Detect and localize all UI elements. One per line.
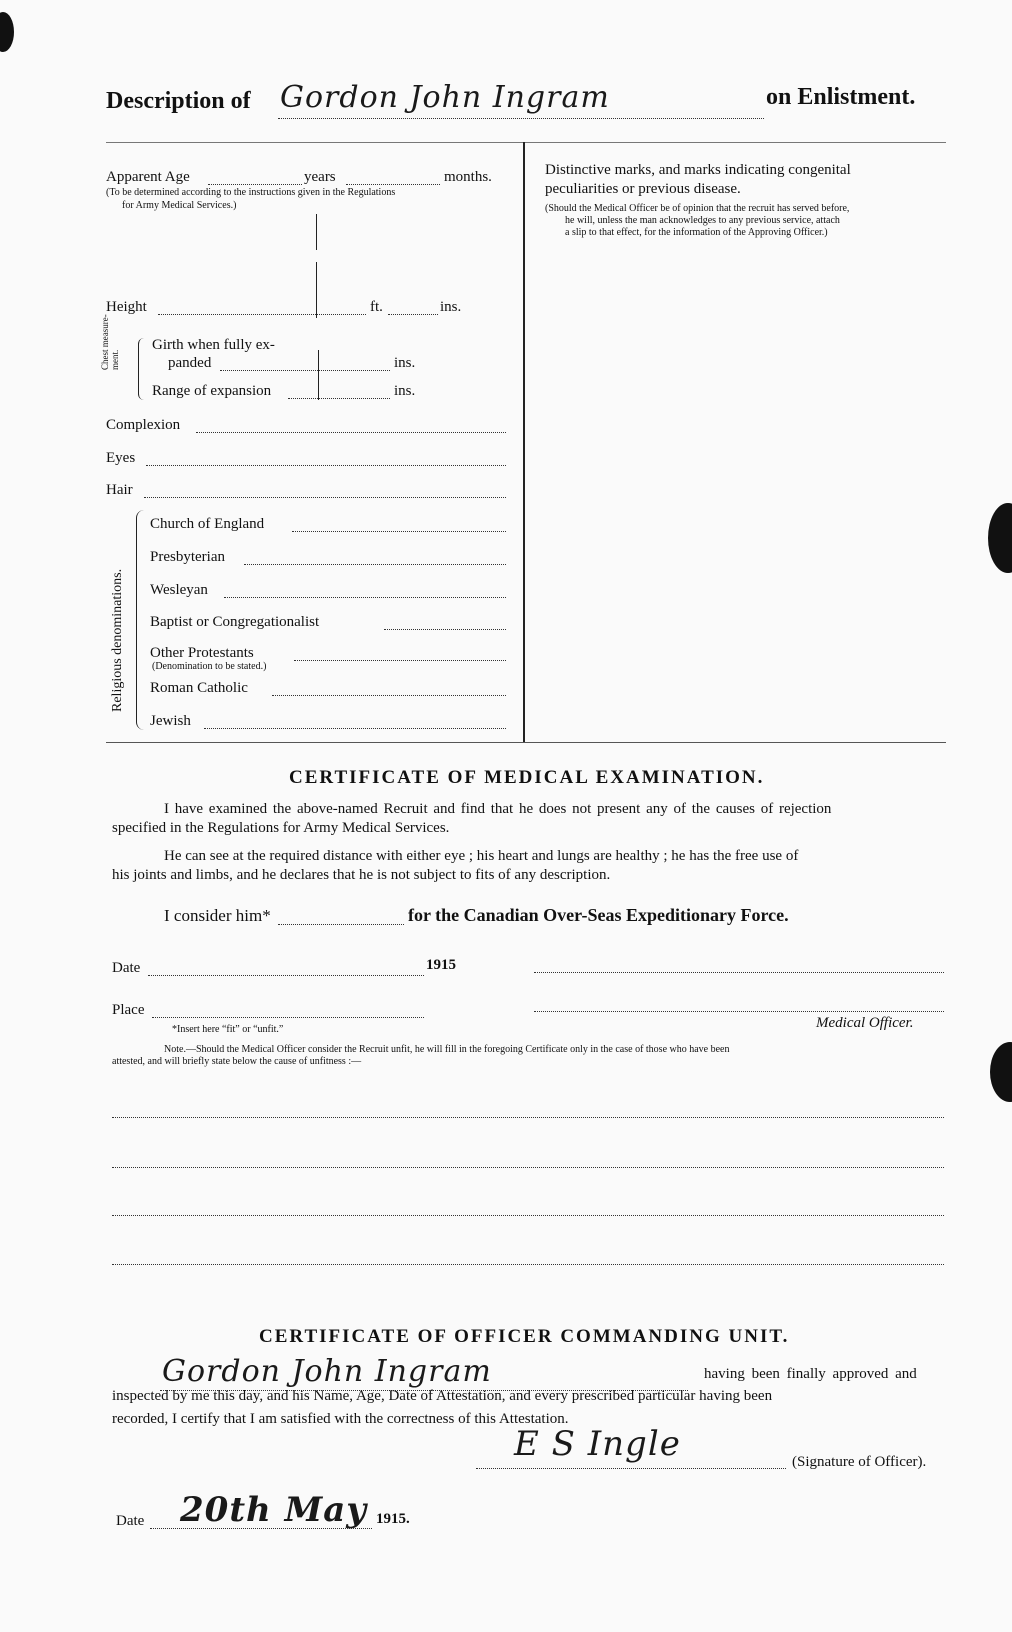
officer-signature: E S Ingle (514, 1424, 681, 1464)
religion-other-note: (Denomination to be stated.) (152, 661, 267, 672)
religion-brace (136, 510, 147, 730)
complexion-label: Complexion (106, 417, 181, 433)
punch-hole-right-2 (990, 1042, 1012, 1102)
religion-jewish: Jewish (150, 713, 191, 729)
range-ins-label: ins. (394, 383, 416, 399)
medical-para1-line1: I have examined the above-named Recruit and find that he does not present any of the causes of rejection (164, 801, 832, 817)
range-line (288, 398, 390, 399)
age-months-label: months. (444, 169, 492, 185)
height-ins-label: ins. (440, 299, 462, 315)
medical-para2-line2: his joints and limbs, and he declares that he is not subject to fits of any description. (112, 867, 611, 883)
hair-label: Hair (106, 482, 133, 498)
commanding-date-year: 1915. (376, 1511, 410, 1527)
religion-roman-catholic: Roman Catholic (150, 680, 248, 696)
height-label: Height (106, 299, 147, 315)
age-line-1 (208, 184, 302, 185)
age-years-label: years (304, 169, 336, 185)
complexion-line (196, 432, 506, 433)
other-line (294, 660, 506, 661)
religion-other-protestants: Other Protestants (150, 645, 254, 661)
commanding-recruit-name: Gordon John Ingram (162, 1354, 492, 1389)
height-ft-label: ft. (370, 299, 383, 315)
distinctive-marks-2: peculiarities or previous disease. (545, 181, 741, 197)
marks-note-3: a slip to that effect, for the information of the Approving Officer.) (565, 227, 828, 238)
consider-line (278, 924, 404, 925)
medical-date-line (148, 975, 424, 976)
column-divider (523, 142, 525, 742)
marks-note-2: he will, unless the man acknowledges to any previous service, attach (565, 215, 840, 226)
section-divider (106, 742, 946, 743)
apparent-age-label: Apparent Age (106, 169, 190, 185)
girth-ins-label: ins. (394, 355, 416, 371)
jewish-line (204, 728, 506, 729)
height-line-2 (388, 314, 438, 315)
unfit-note-2: attested, and will briefly state below the cause of unfitness :— (112, 1056, 362, 1067)
unfit-line-3 (112, 1215, 944, 1216)
girth-line (220, 370, 390, 371)
rc-line (272, 695, 506, 696)
chest-brace (138, 338, 147, 400)
officer-signature-label: (Signature of Officer). (792, 1454, 927, 1470)
consider-label: I consider him* (164, 906, 271, 925)
medical-place-label: Place (112, 1002, 145, 1018)
medical-sig-line-2 (534, 1011, 944, 1012)
age-note-2: for Army Medical Services.) (122, 200, 237, 211)
baptist-line (384, 629, 506, 630)
wesleyan-line (224, 597, 506, 598)
hair-line (144, 497, 506, 498)
height-line-1 (158, 314, 366, 315)
measure-tick-2 (316, 262, 317, 318)
medical-date-label: Date (112, 960, 141, 976)
unfit-note-1: Note.—Should the Medical Officer consider the Recruit unfit, he will fill in the foregoing Certificate only in the case of those who have been (164, 1044, 730, 1055)
measure-tick-3 (318, 350, 319, 400)
distinctive-marks-1: Distinctive marks, and marks indicating congenital (545, 162, 851, 178)
unfit-line-1 (112, 1117, 944, 1118)
commanding-line3: recorded, I certify that I am satisfied with the correctness of this Attestation. (112, 1411, 569, 1427)
religion-wesleyan: Wesleyan (150, 582, 208, 598)
commanding-line2: inspected by me this day, and his Name, Age, Date of Attestation, and every prescribed particular having been (112, 1388, 773, 1404)
force-label: for the Canadian Over-Seas Expeditionary Force. (408, 905, 789, 925)
commanding-line1-tail: having been finally approved and (704, 1366, 917, 1382)
commanding-certificate-title: CERTIFICATE OF OFFICER COMMANDING UNIT. (259, 1326, 790, 1347)
medical-certificate-title: CERTIFICATE OF MEDICAL EXAMINATION. (289, 767, 765, 788)
medical-para1-line2: specified in the Regulations for Army Medical Services. (112, 820, 450, 836)
punch-hole-right-1 (988, 503, 1012, 573)
religion-church-of-england: Church of England (150, 516, 265, 532)
eyes-line (146, 465, 506, 466)
age-note-1: (To be determined according to the instructions given in the Regulations (106, 187, 396, 198)
medical-date-year: 1915 (426, 957, 456, 973)
age-line-2 (346, 184, 440, 185)
measure-tick-1 (316, 214, 317, 250)
header-prefix: Description of (106, 88, 251, 114)
commanding-date-label: Date (116, 1513, 145, 1529)
eyes-label: Eyes (106, 450, 136, 466)
header-divider (106, 142, 946, 143)
unfit-line-2 (112, 1167, 944, 1168)
punch-hole-top-left (0, 12, 14, 52)
marks-note-1: (Should the Medical Officer be of opinion that the recruit has served before, (545, 203, 850, 214)
officer-signature-line (476, 1468, 786, 1469)
insert-note: *Insert here “fit” or “unfit.” (172, 1024, 284, 1035)
chest-measurement-label: Chest measure-ment. (100, 314, 120, 370)
girth-label-2: panded (168, 355, 212, 371)
presbyterian-line (244, 564, 506, 565)
unfit-line-4 (112, 1264, 944, 1265)
medical-officer-label: Medical Officer. (816, 1015, 914, 1031)
header-suffix: on Enlistment. (766, 84, 916, 110)
medical-para2-line1: He can see at the required distance with either eye ; his heart and lungs are healthy ; he has the free use of (164, 848, 799, 864)
header-name-line (278, 118, 764, 119)
medical-place-line (152, 1017, 424, 1018)
coe-line (292, 531, 506, 532)
religion-baptist: Baptist or Congregationalist (150, 614, 320, 630)
range-label: Range of expansion (152, 383, 272, 399)
medical-sig-line-1 (534, 972, 944, 973)
commanding-date-handwritten: 20th May (180, 1490, 367, 1530)
religion-presbyterian: Presbyterian (150, 549, 225, 565)
religious-denominations-label: Religious denominations. (110, 568, 125, 712)
header-recruit-name: Gordon John Ingram (280, 80, 610, 115)
girth-label-1: Girth when fully ex- (152, 337, 275, 353)
